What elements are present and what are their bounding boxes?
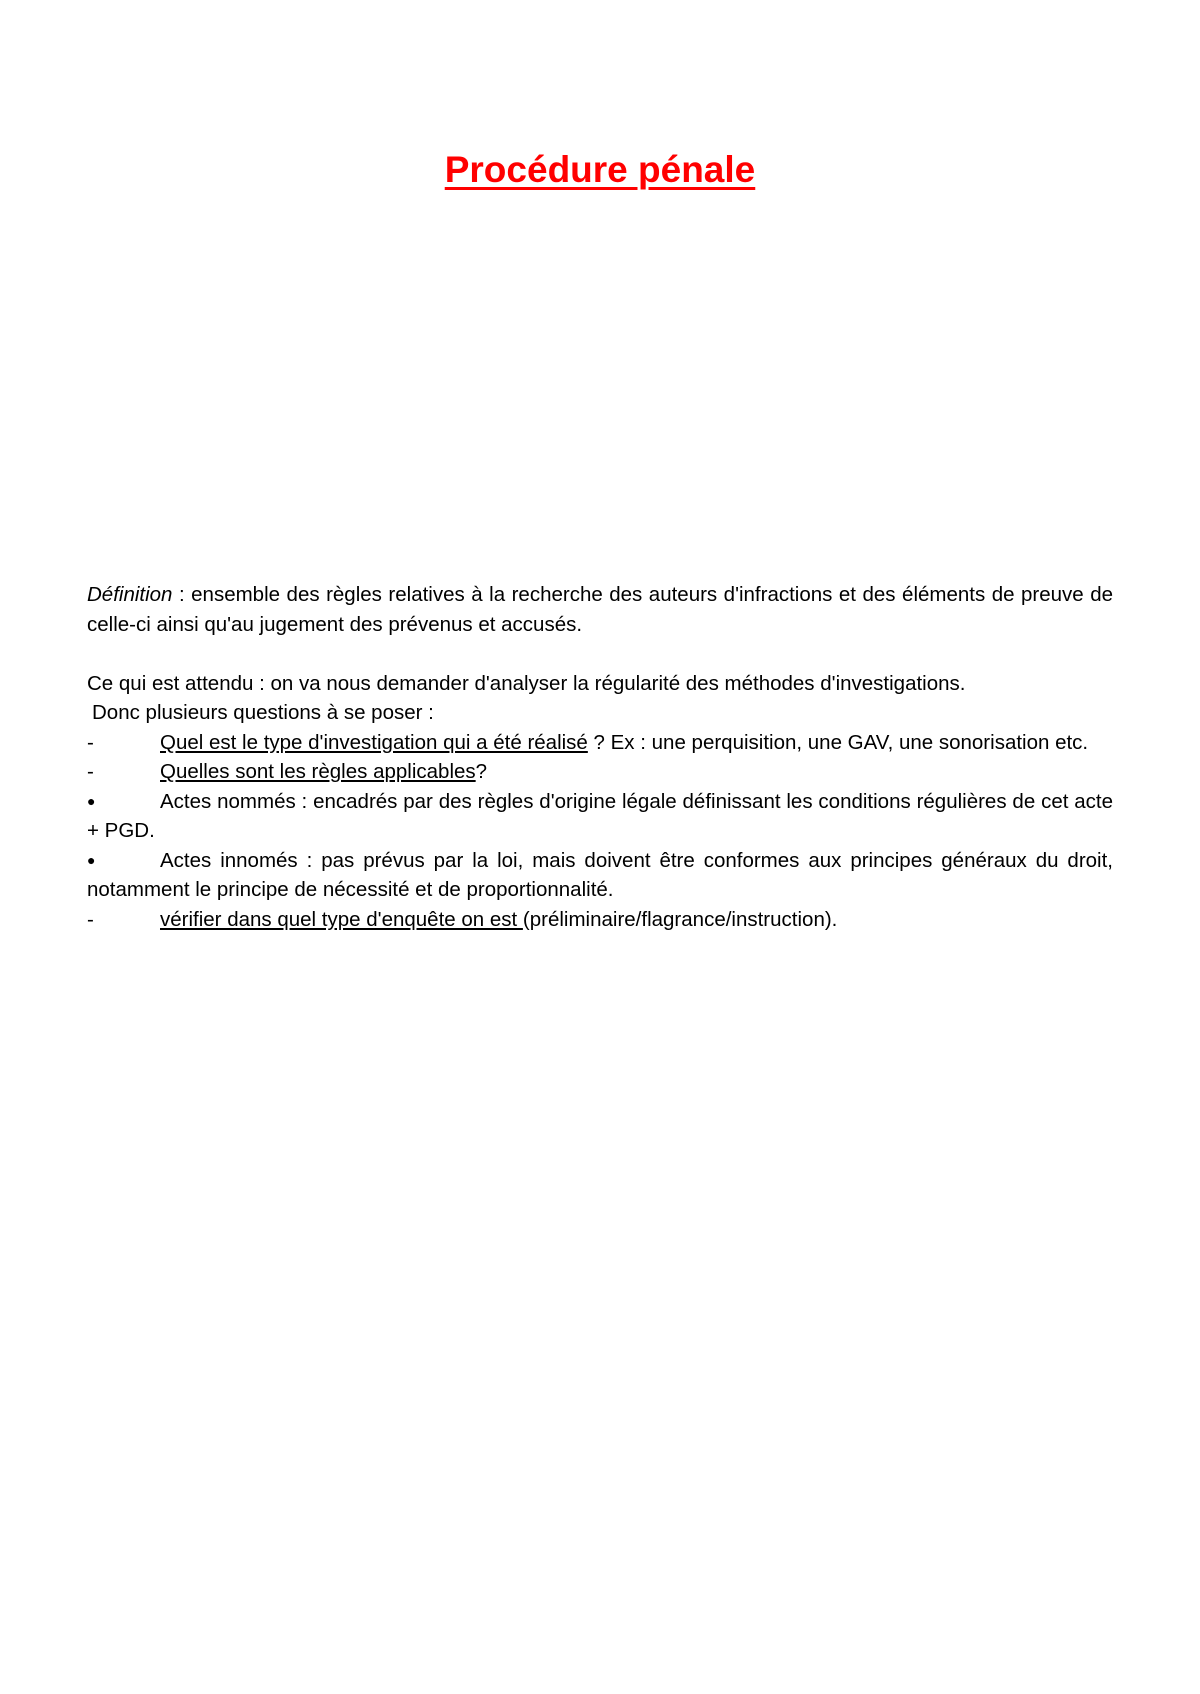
list-item (87, 728, 1113, 758)
list-item-underlined: Quel est le type d'investigation qui a été réalisé (160, 730, 588, 754)
document-title: Procédure pénale (444, 149, 756, 190)
bullet-icon: ● (87, 851, 96, 868)
expected-line: Ce qui est attendu : on va nous demander d'analyser la régularité des méthodes d'investigations. (87, 671, 966, 695)
list-item-text: ? Ex : une perquisition, une GAV, une sonorisation etc. (587, 730, 1089, 754)
list-item-text: ? (475, 760, 488, 783)
list-item (87, 846, 1113, 905)
bullet-icon: ● (87, 792, 96, 809)
list-item-text: Actes innomés : pas prévus par la loi, mais doivent être conformes aux principes généraux du droit, notamment le principe de nécessité et de proportionnalité. (87, 848, 1113, 901)
dash-marker: - (87, 760, 94, 783)
definition-text: : ensemble des règles relatives à la recherche des auteurs d'infractions et des éléments de preuve de celle-ci ainsi qu'au jugement des prévenus et accusés. (87, 583, 1113, 636)
definition-term: Définition (87, 583, 173, 606)
list-item-underlined: vérifier dans quel type d'enquête on est (160, 907, 523, 931)
questions-intro: Donc plusieurs questions à se poser : (92, 701, 434, 724)
dash-marker: - (87, 730, 94, 754)
dash-marker: - (87, 907, 94, 931)
definition-paragraph (87, 580, 1113, 639)
list-item-text: (préliminaire/flagrance/instruction). (522, 907, 838, 931)
list-item (87, 905, 1113, 935)
list-item-underlined: Quelles sont les règles applicables (160, 760, 476, 783)
document-body (87, 580, 1113, 934)
list-item-text: Actes nommés : encadrés par des règles d'origine légale définissant les conditions régulières de cet acte + PGD. (87, 789, 1113, 842)
list-item (87, 757, 1113, 787)
list-item (87, 787, 1113, 846)
paragraph-spacer (87, 639, 1113, 669)
